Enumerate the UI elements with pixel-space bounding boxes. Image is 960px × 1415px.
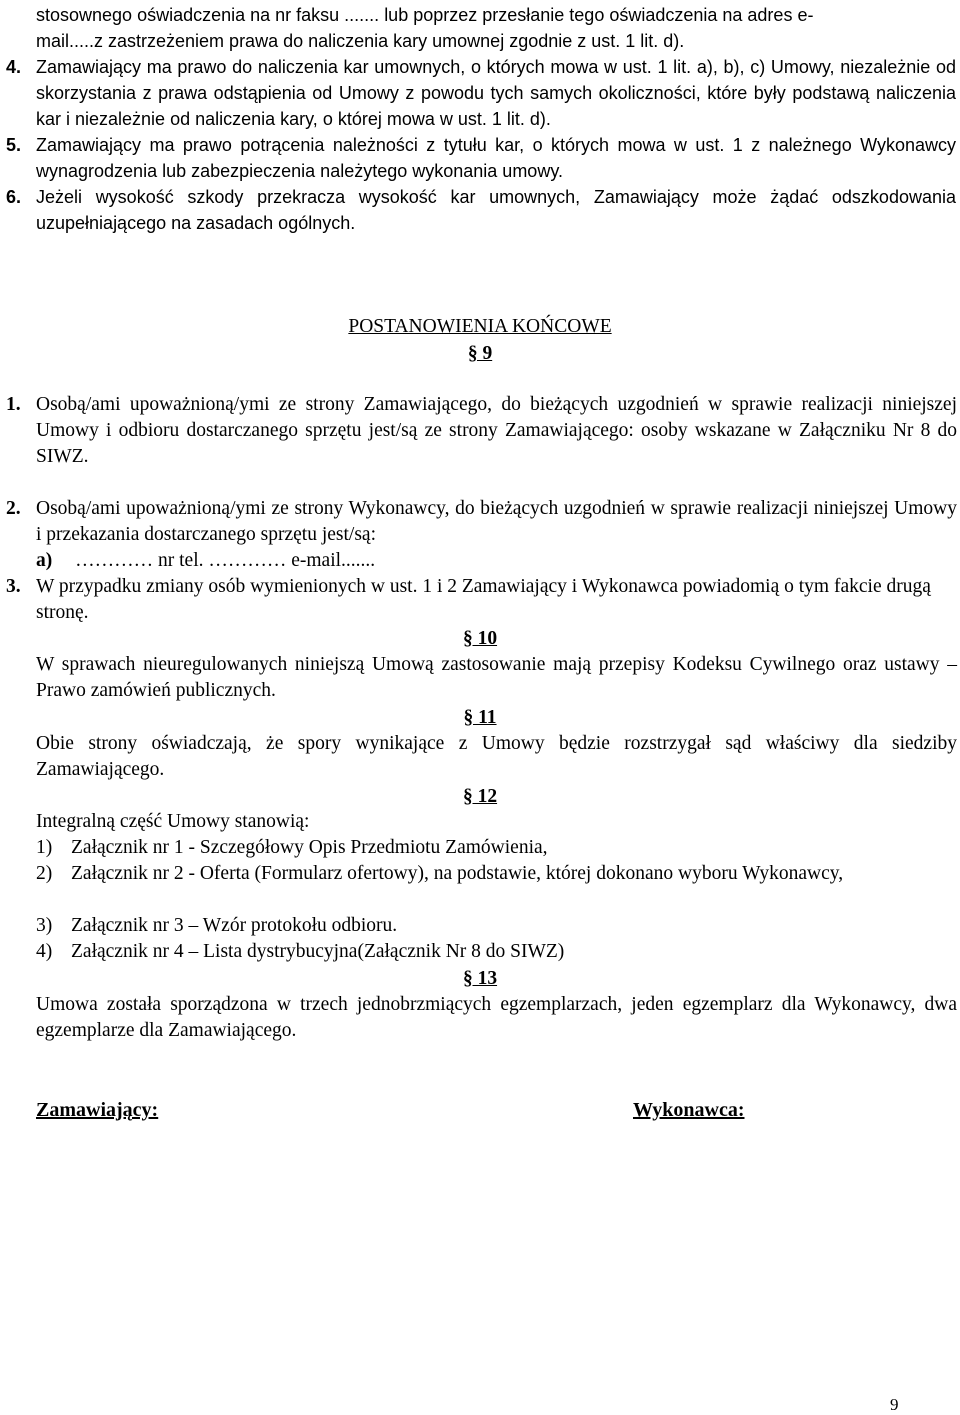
list-item: [0, 939, 960, 965]
section-10-heading: [0, 626, 960, 652]
signature-ordering-party: Zamawiający:: [36, 1099, 159, 1121]
list-item: [0, 913, 960, 939]
section-9-point-2a-text: ………… nr tel. ………… e-mail.......: [75, 550, 376, 571]
section-13-sign: § 13: [462, 968, 498, 989]
point-5-number: 5.: [6, 135, 22, 155]
section-13-heading: [0, 966, 960, 992]
section-9-sign: § 9: [467, 343, 493, 364]
section-9-point-2: [0, 496, 960, 548]
point-5-text: Zamawiający ma prawo potrącenia należności z tytułu kar, o których mowa w ust. 1 z należnego Wykonawcy wynagrodzenia lub zabezpieczenia należytego wykonania umowy.: [36, 135, 956, 181]
final-provisions-heading: [0, 314, 960, 340]
section-9-point-1: [0, 392, 960, 470]
section-11-sign: § 11: [463, 707, 497, 728]
list-item-number: 2): [36, 863, 53, 884]
point-6-number: 6.: [6, 187, 22, 207]
signature-contractor: Wykonawca:: [633, 1099, 745, 1121]
section-9-point-2-text: Osobą/ami upoważnioną/ymi ze strony Wykonawcy, do bieżących uzgodnień w sprawie realizacji niniejszej Umowy i przekazania dostarczanego sprzętu jest/są:: [36, 498, 957, 545]
list-item-number: 1): [36, 837, 53, 858]
section-9-point-1-text: Osobą/ami upoważnioną/ymi ze strony Zamawiającego, do bieżących uzgodnień w sprawie realizacji niniejszej Umowy i odbioru dostarczanego sprzętu jest/są ze strony Zamawiającego: osoby wskazane w Załączniku Nr 8 do SIWZ.: [36, 394, 957, 467]
list-item-text: Załącznik nr 4 – Lista dystrybucyjna(Załącznik Nr 8 do SIWZ): [71, 941, 565, 962]
section-9-point-3-number: 3.: [6, 576, 21, 597]
section-10-sign: § 10: [462, 628, 498, 649]
section-10-text: W sprawach nieuregulowanych niniejszą Umową zastosowanie mają przepisy Kodeksu Cywilnego oraz ustawy – Prawo zamówień publicznych.: [36, 654, 957, 701]
section-9-point-3: [0, 574, 960, 626]
list-item: [0, 835, 960, 861]
section-9-point-1-number: 1.: [6, 394, 21, 415]
list-item-number: 4): [36, 941, 53, 962]
section-9-point-2a-label: a): [36, 550, 53, 571]
section-12-sign: § 12: [462, 786, 498, 807]
section-11-heading: [0, 705, 960, 731]
intro-line-1: stosownego oświadczenia na nr faksu ....... lub poprzez przesłanie tego oświadczenia na adres e-: [36, 5, 814, 25]
point-6-text: Jeżeli wysokość szkody przekracza wysokość kar umownych, Zamawiający może żądać odszkodowania uzupełniającego na zasadach ogólnych.: [36, 187, 956, 233]
list-item: [0, 861, 960, 913]
list-item-text: Załącznik nr 3 – Wzór protokołu odbioru.: [71, 915, 398, 936]
list-item-text: Załącznik nr 2 - Oferta (Formularz ofertowy), na podstawie, której dokonano wyboru Wykonawcy,: [71, 863, 844, 884]
intro-line-2: mail.....z zastrzeżeniem prawa do naliczenia kary umownej zgodnie z ust. 1 lit. d).: [36, 31, 685, 51]
section-12-list: [0, 835, 960, 965]
list-item-text: Załącznik nr 1 - Szczegółowy Opis Przedmiotu Zamówienia,: [71, 837, 548, 858]
section-11-text: Obie strony oświadczają, że spory wynikające z Umowy będzie rozstrzygał sąd właściwy dla siedziby Zamawiającego.: [36, 733, 957, 780]
section-9-point-3-text: W przypadku zmiany osób wymienionych w ust. 1 i 2 Zamawiający i Wykonawca powiadomią o tym fakcie drugą stronę.: [36, 576, 931, 623]
section-12-intro: Integralną część Umowy stanowią:: [36, 811, 310, 832]
list-item-number: 3): [36, 915, 53, 936]
point-4: [0, 54, 960, 132]
section-9-point-2-number: 2.: [6, 498, 21, 519]
section-13-text: Umowa została sporządzona w trzech jednobrzmiących egzemplarzach, jeden egzemplarz dla Wykonawcy, dwa egzemplarze dla Zamawiającego.: [36, 994, 957, 1041]
point-4-number: 4.: [6, 57, 22, 77]
point-5: [0, 132, 960, 184]
section-12-heading: [0, 784, 960, 810]
final-provisions-title: POSTANOWIENIA KOŃCOWE: [348, 316, 612, 337]
section-9-heading: [0, 341, 960, 367]
point-4-text: Zamawiający ma prawo do naliczenia kar umownych, o których mowa w ust. 1 lit. a), b), c) Umowy, niezależnie od skorzystania z prawa odstąpienia od Umowy z powodu tych samych okoliczności, które były podstawą naliczenia kar i niezależnie od naliczenia kary, o której mowa w ust. 1 lit. d).: [36, 57, 956, 129]
page-number: 9: [890, 1395, 899, 1414]
section-9-point-2a: [36, 548, 916, 574]
point-6: [0, 184, 960, 236]
